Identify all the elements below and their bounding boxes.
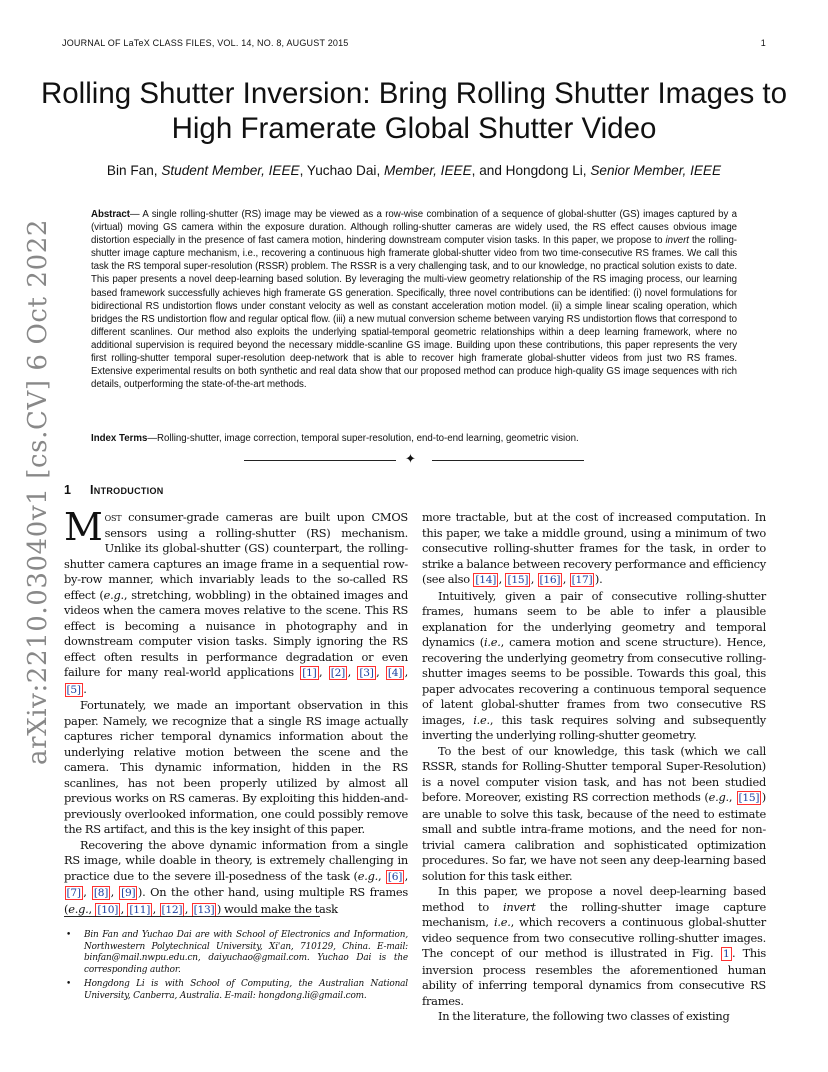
intro-paragraph-3: Recovering the above dynamic information from a single RS image, while doable in theory, is extremely challenging in practice due to the severe ill-posedness of the task (e.g., [6] , [7] , [8] , [9] ). On the other hand, using multiple RS frames (e.g., [10] , [11] , [12] , [13] ) would make the task <box>64 837 408 916</box>
citation-link[interactable]: [10] <box>97 903 119 916</box>
footnote-affiliation-2 <box>64 979 408 1002</box>
text: , which recovers a continuous global-shutter video sequence from two consecutive rolling-shutter images. The concept of our method is illustrated in Fig. <box>422 915 766 960</box>
separator-diamond-icon: ✦ <box>405 452 416 467</box>
author-1: Bin Fan, <box>106 163 158 178</box>
text: e.g. <box>708 790 729 804</box>
citation-link[interactable]: [16] <box>539 574 561 586</box>
text: . <box>83 681 87 696</box>
abstract <box>91 208 737 391</box>
smallcaps-lead: ost <box>104 510 122 524</box>
abstract-dash: — <box>129 209 143 220</box>
text: Bin Fan and Yuchao Dai are with School of Electronics and Information, Northwestern Polytechnical University, Xi'an, 710129, China. E-mail: binfan@mail.nwpu.edu.cn, daiyuchao@gmail.com. Yuchao Dai is the corresponding author. <box>84 930 408 975</box>
left-column <box>64 505 409 918</box>
section-number: 1 <box>64 483 71 497</box>
citation-link[interactable]: [1] <box>302 667 317 679</box>
section-heading: Introduction <box>90 483 164 497</box>
index-terms-text: —Rolling-shutter, image correction, temporal super-resolution, end-to-end learning, geometric vision. <box>147 433 579 444</box>
drop-cap: M <box>64 505 103 549</box>
text: , stretching, wobbling) in the obtained images and videos when the camera moves relative to the scene. This RS effect is becoming a nuisance in photography and in downstream computer vision tasks. Simply ignoring the RS effect often results in performance degradation or even failure for many real-world applications <box>64 587 408 679</box>
citation-link[interactable]: [3] <box>359 667 374 679</box>
text: ). <box>594 572 603 586</box>
text: i.e. <box>493 915 511 929</box>
intro-paragraph-2: Fortunately, we made an important observation in this paper. Namely, we recognize that a single RS image actually captures richer temporal dynamics information about the underlying relative motion between the scene and the camera. This dynamic information, hidden in the RS scanlines, has not been properly utilized by almost all previous works on RS cameras. By exploiting this hidden-and-previously overlooked information, one could possibly remove the RS artifact, and this is the key insight of this paper. <box>64 698 408 836</box>
text: , camera motion and scene structure). Hence, recovering the underlying geometry from consecutive rolling-shutter images seems to be possible. Towards this goal, this paper advocates recovering a continuous temporal sequence of latent global-shutter frames from two consecutive RS images, <box>422 635 766 727</box>
index-terms <box>91 432 737 445</box>
citation-link[interactable]: [9] <box>121 887 136 899</box>
citation-link[interactable]: [11] <box>129 903 151 916</box>
text: , <box>378 868 386 883</box>
intro-paragraph-5 <box>422 589 766 744</box>
abstract-emphasis: invert <box>665 235 689 247</box>
text: ). On the other hand, using multiple RS frames ( <box>64 885 408 916</box>
page-number: 1 <box>760 38 766 48</box>
text: , this task requires solving and subsequently inverting the underlying rolling-shutter geometry. <box>422 712 766 742</box>
figure-link[interactable]: 1 <box>723 948 730 960</box>
text: Recovering the above dynamic information from a single RS image, while doable in theory, is extremely challenging in practice due to the severe ill-posedness of the task ( <box>64 837 408 883</box>
citation-link[interactable]: [12] <box>161 903 183 916</box>
bullet-icon: • <box>66 979 72 990</box>
citation-link[interactable]: [6] <box>387 870 403 883</box>
text: i.e. <box>473 712 490 727</box>
text: , <box>728 790 737 804</box>
author-2-role: Member, IEEE <box>384 163 472 178</box>
abstract-text-2: the rolling-shutter image capture mechanism, i.e., recovering a continuous high framerate global-shutter video from two time-consecutive RS frames. We call this task the RS temporal super-resolution (RSSR) problem. The RSSR is a very challenging task, and to our knowledge, no practical solution exists to date. This paper presents a novel deep-learning based solution. By leveraging the multi-view geometry relationship of the RS imaging process, our learning based framework successfully achieves high framerate GS generation. Specifically, three novel contributions can be identified: (i) novel formulations for bidirectional RS undistortion flows under constant velocity as well as constant acceleration motion model. (ii) a simple linear scaling operation, which bridges the RS undistortion flow and regular optical flow. (iii) a new mutual conversion scheme between varying RS undistortion flows that correspond to different scanlines. Our method also exploits the underlying spatial-temporal geometric relationships within a deep learning framework, where no additional supervision is required beyond the necessary middle-scanline GS image. Building upon these contributions, this paper represents the very first rolling-shutter temporal super-resolution deep-network that is able to recover high framerate global-shutter videos from just two RS frames. Extensive experimental results on both synthetic and real data show that our proposed method can produce high-quality GS image sequences with rich details, outperforming the state-of-the-art methods. <box>91 235 737 391</box>
separator-line-left <box>244 460 396 461</box>
text: more tractable, but at the cost of increased computation. In this paper, we take a middle ground, using a minimum of two consecutive rolling-shutter frames for the task, in order to strike a balance between recovery performance and efficiency (see also <box>422 510 766 586</box>
text: e.g. <box>68 901 89 916</box>
intro-paragraph-6 <box>422 744 766 885</box>
text: Hongdong Li is with School of Computing, the Australian National University, Canberra, Australia. E-mail: hongdong.li@gmail.com. <box>84 979 408 1001</box>
paper-title: Rolling Shutter Inversion: Bring Rolling Shutter Images to High Framerate Global Shutter Video <box>40 77 788 145</box>
index-terms-label: Index Terms <box>91 433 148 444</box>
footnote-rule <box>64 916 320 917</box>
citation-link[interactable]: [2] <box>330 667 346 679</box>
text: i.e. <box>483 635 501 649</box>
text: the rolling-shutter image capture mechanism, <box>422 899 767 929</box>
citation-link[interactable]: [7] <box>66 887 81 899</box>
citation-link[interactable]: [4] <box>387 667 403 679</box>
author-list: Bin Fan, Student Member, IEEE, Yuchao Dai, Member, IEEE, and Hongdong Li, Senior Member, IEEE <box>106 163 722 178</box>
text: In this paper, we propose a novel deep-learning based method to <box>422 884 766 914</box>
abstract-text-1: A single rolling-shutter (RS) image may be viewed as a row-wise combination of a sequence of global-shutter (GS) images captured by a (virtual) moving GS camera within the exposure duration. Although rolling-shutter cameras are widely used, the RS effect causes obvious image distortion especially in the presence of fast camera motion, hindering downstream computer vision tasks. In this paper, we propose to <box>91 209 738 247</box>
citation-link[interactable]: [8] <box>93 887 109 899</box>
citation-link[interactable]: [13] <box>193 903 215 916</box>
abstract-label: Abstract <box>91 209 130 220</box>
author-3: and Hongdong Li, <box>479 163 587 178</box>
footnote-affiliation-1 <box>64 930 408 976</box>
text: . This inversion process resembles the aforementioned human ability of inferring temporal dynamics from consecutive RS frames. <box>422 946 766 1008</box>
author-3-role: Senior Member, IEEE <box>590 163 722 178</box>
footnotes <box>64 930 408 1006</box>
right-column <box>422 510 766 1025</box>
section-separator <box>244 453 584 467</box>
author-2: Yuchao Dai, <box>306 163 381 178</box>
text: consumer-grade cameras are built upon CMOS sensors using a rolling-shutter (RS) mechanism. Unlike its global-shutter (GS) counterpart, the rolling-shutter camera captures an image frame in a sequential row-by-row manner, which invariably leads to the so-called RS effect ( <box>64 510 408 602</box>
text: e.g. <box>103 587 124 602</box>
text: Intuitively, given a pair of consecutive rolling-shutter frames, humans seem to be able to infer a plausible explanation for the underlying geometry and temporal dynamics ( <box>422 588 766 649</box>
text: ) would make the task <box>216 901 338 916</box>
bullet-icon: • <box>66 930 72 940</box>
citation-link[interactable]: [14] <box>475 574 497 586</box>
intro-paragraph-1: Most consumer-grade cameras are built upon CMOS sensors using a rolling-shutter (RS) mechanism. Unlike its global-shutter (GS) counterpart, the rolling-shutter camera captures an image frame in a sequential row-by-row manner, which invariably leads to the so-called RS effect (e.g., stretching, wobbling) in the obtained images and videos when the camera moves relative to the scene. This RS effect is becoming a nuisance in photography and in downstream computer vision tasks. Simply ignoring the RS effect often results in performance degradation or even failure for many real-world applications [1] , [2] , [3] , [4] , [5] . <box>64 505 409 696</box>
separator-line-right <box>432 460 584 461</box>
text: ) are unable to solve this task, because of the need to estimate small and subtle intra-frame motions, and the need for non-trivial camera calibration and sophisticated optimization procedures. So far, we have not seen any deep-learning based solution for this task either. <box>422 790 766 883</box>
author-1-role: Student Member, IEEE <box>161 163 300 178</box>
text: invert <box>502 899 536 914</box>
citation-link[interactable]: [5] <box>66 683 81 696</box>
text: e.g. <box>357 868 379 883</box>
citation-link[interactable]: [15] <box>507 574 529 586</box>
intro-paragraph-8: In the literature, the following two classes of existing <box>438 1009 730 1023</box>
citation-link[interactable]: [15] <box>738 792 760 804</box>
text: To the best of our knowledge, this task (which we call RSSR, stands for Rolling-Shutter temporal Super-Resolution) is a novel computer vision task, and has not been studied before. Moreover, existing RS correction methods ( <box>422 743 766 804</box>
arxiv-stamp: arXiv:2210.03040v1 [cs.CV] 6 Oct 2022 <box>23 219 53 765</box>
intro-paragraph-7 <box>422 884 766 1009</box>
intro-paragraph-4: more tractable, but at the cost of increased computation. In this paper, we take a middle ground, using a minimum of two consecutive rolling-shutter frames for the task, in order to strike a balance between recovery performance and efficiency (see also [14] , [15] , [16] , [17] ). <box>422 510 766 586</box>
citation-link[interactable]: [17] <box>571 574 593 586</box>
running-header: JOURNAL OF LaTeX CLASS FILES, VOL. 14, NO. 8, AUGUST 2015 <box>62 38 349 48</box>
text: , <box>88 901 95 916</box>
